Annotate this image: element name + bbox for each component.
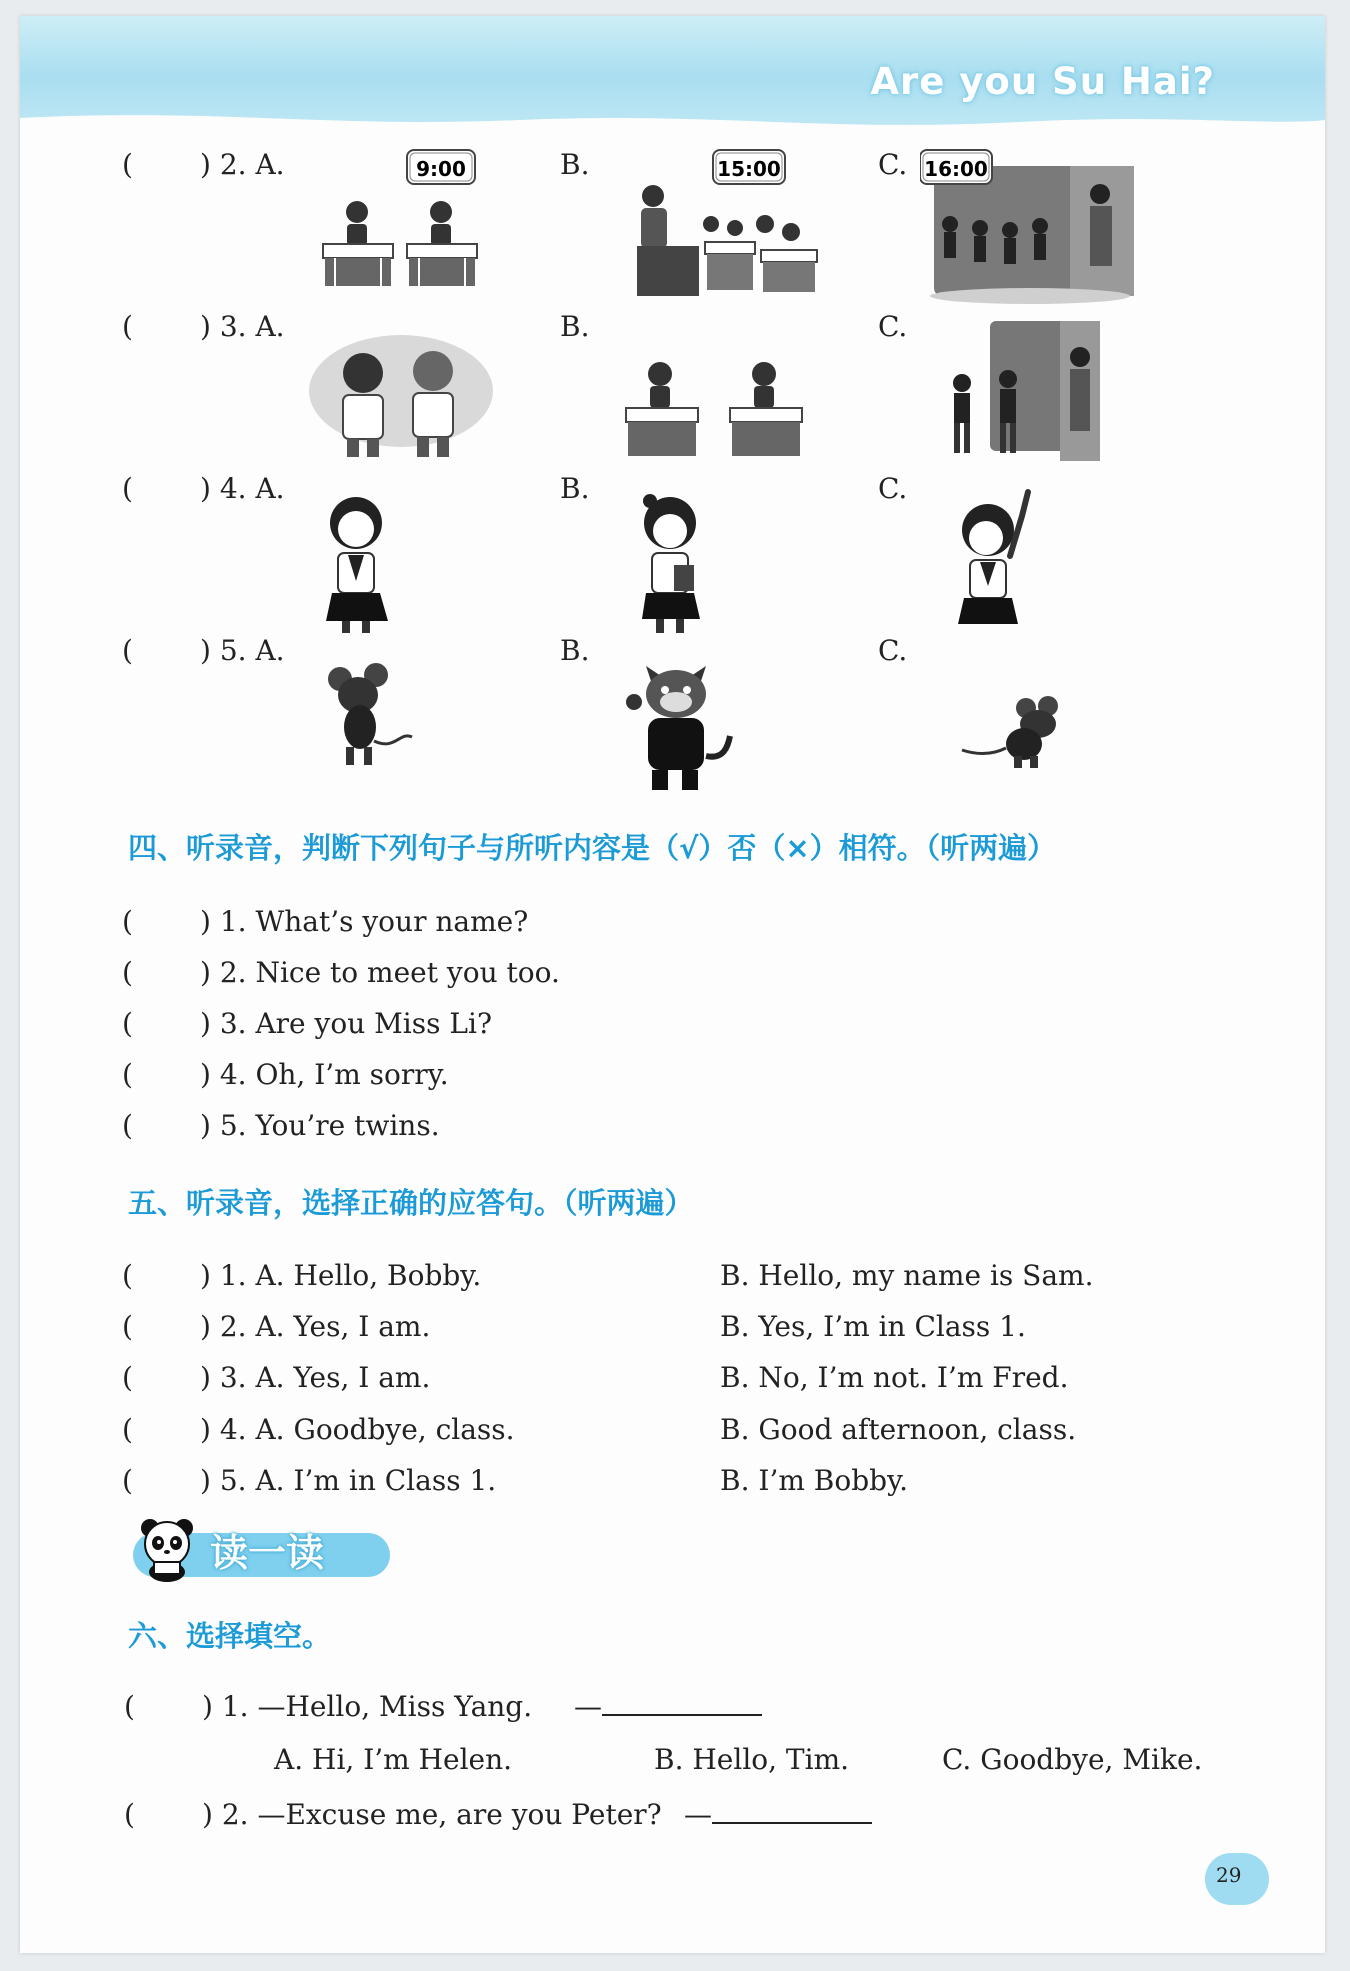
reading-badge-label: 读一读 [210,1531,325,1575]
answer-paren-open: ( [122,956,133,989]
picture-afternoon-class [625,146,825,301]
option-c-label: C. [878,310,908,343]
panda-icon [136,1516,200,1582]
answer-paren-open: ( [122,1109,133,1142]
option-b-label: B. [560,472,590,505]
response-option-a: ) 5. A. I’m in Class 1. [200,1464,497,1497]
statement-item: ) 5. You’re twins. [200,1109,440,1142]
picture-after-school [920,146,1140,306]
answer-paren-open: ( [122,634,133,667]
response-option-a: ) 2. A. Yes, I am. [200,1310,431,1343]
answer-paren-open: ( [122,1361,133,1394]
question-stem: ) 1. —Hello, Miss Yang. [202,1690,533,1723]
choice-b: B. Hello, Tim. [654,1743,850,1776]
section-4-heading: 四、听录音，判断下列句子与所听内容是（√）否（×）相符。（听两遍） [128,831,1057,865]
banner-wave [20,98,1325,138]
picture-two-boys-greeting [303,321,498,461]
answer-paren-open: ( [122,310,133,343]
answer-dash [574,1690,762,1723]
answer-paren-open: ( [124,1798,135,1831]
statement-item: ) 1. What’s your name? [200,905,529,938]
clock-16: 16:00 [924,157,988,181]
question-stem: ) 2. —Excuse me, are you Peter? [202,1798,662,1831]
picture-teacher-at-door [940,321,1110,471]
option-c-label: C. [878,148,908,181]
textbook-page [20,16,1325,1953]
picture-girl-waving [950,486,1040,636]
response-option-a: ) 1. A. Hello, Bobby. [200,1259,482,1292]
section-5-heading: 五、听录音，选择正确的应答句。（听两遍） [128,1186,694,1220]
response-option-b: B. Good afternoon, class. [720,1413,1077,1446]
statement-item: ) 2. Nice to meet you too. [200,956,560,989]
answer-paren-open: ( [124,1690,135,1723]
option-c-label: C. [878,634,908,667]
picture-two-pupils-at-desks [618,356,818,466]
page-number: 29 [1216,1863,1242,1887]
statement-item: ) 4. Oh, I’m sorry. [200,1058,449,1091]
picture-girl-short-hair [318,491,398,636]
answer-paren-open: ( [122,1007,133,1040]
picture-mouse-running [960,696,1070,771]
choice-a: A. Hi, I’m Helen. [274,1743,513,1776]
question-number: ) 5. A. [200,634,285,667]
question-number: ) 3. A. [200,310,285,343]
picture-morning-class [295,146,505,296]
question-number: ) 2. A. [200,148,285,181]
statement-item: ) 3. Are you Miss Li? [200,1007,492,1040]
clock-9: 9:00 [416,157,466,181]
option-b-label: B. [560,634,590,667]
picture-girl-ponytail-book [632,491,712,636]
answer-paren-open: ( [122,1464,133,1497]
answer-paren-open: ( [122,1310,133,1343]
response-option-a: ) 3. A. Yes, I am. [200,1361,431,1394]
choice-c: C. Goodbye, Mike. [942,1743,1203,1776]
answer-paren-open: ( [122,1259,133,1292]
response-option-b: B. No, I’m not. I’m Fred. [720,1361,1069,1394]
option-c-label: C. [878,472,908,505]
dash-mark: — [574,1690,602,1723]
answer-blank[interactable] [602,1690,762,1716]
option-b-label: B. [560,148,590,181]
response-option-b: B. Hello, my name is Sam. [720,1259,1094,1292]
answer-dash [684,1798,872,1831]
dash-mark: — [684,1798,712,1831]
clock-15: 15:00 [717,157,781,181]
unit-title: Are you Su Hai? [870,60,1215,103]
answer-paren-open: ( [122,1058,133,1091]
answer-blank[interactable] [712,1798,872,1824]
answer-paren-open: ( [122,472,133,505]
response-option-a: ) 4. A. Goodbye, class. [200,1413,515,1446]
answer-paren-open: ( [122,1413,133,1446]
question-number: ) 4. A. [200,472,285,505]
picture-mouse-standing [320,661,415,771]
response-option-b: B. I’m Bobby. [720,1464,909,1497]
picture-cat-waving [620,656,735,796]
answer-paren-open: ( [122,905,133,938]
response-option-b: B. Yes, I’m in Class 1. [720,1310,1026,1343]
section-6-heading: 六、选择填空。 [128,1619,332,1653]
answer-paren-open: ( [122,148,133,181]
option-b-label: B. [560,310,590,343]
